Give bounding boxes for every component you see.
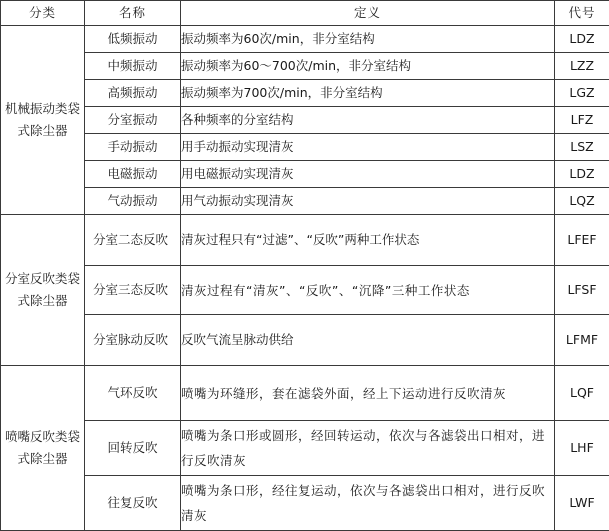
code-cell: LWF [555, 476, 609, 531]
name-cell: 气环反吹 [85, 366, 181, 421]
definition-cell: 喷嘴为环缝形，套在滤袋外面，经上下运动进行反吹清灰 [181, 366, 555, 421]
definition-cell: 喷嘴为条口形或圆形，经回转运动，依次与各滤袋出口相对，进行反吹清灰 [181, 421, 555, 476]
code-cell: LDZ [555, 161, 609, 188]
definition-cell: 反吹气流呈脉动供给 [181, 315, 555, 366]
table-row [1, 366, 609, 421]
code-cell: LFSF [555, 266, 609, 315]
code-cell: LGZ [555, 80, 609, 107]
definition-cell: 振动频率为700次/min，非分室结构 [181, 80, 555, 107]
name-cell: 电磁振动 [85, 161, 181, 188]
definition-cell: 喷嘴为条口形，经往复运动，依次与各滤袋出口相对，进行反吹清灰 [181, 476, 555, 531]
definition-cell: 用手动振动实现清灰 [181, 134, 555, 161]
table-row [1, 134, 609, 161]
name-cell: 气动振动 [85, 188, 181, 215]
code-cell: LFEF [555, 215, 609, 266]
table-row [1, 215, 609, 266]
code-cell: LZZ [555, 53, 609, 80]
name-cell: 手动振动 [85, 134, 181, 161]
name-cell: 分室振动 [85, 107, 181, 134]
definition-cell: 清灰过程只有“过滤”、“反吹”两种工作状态 [181, 215, 555, 266]
table-row [1, 421, 609, 476]
name-cell: 中频振动 [85, 53, 181, 80]
category-cell: 分室反吹类袋式除尘器 [1, 215, 85, 366]
code-cell: LHF [555, 421, 609, 476]
code-cell: LQF [555, 366, 609, 421]
name-cell: 分室三态反吹 [85, 266, 181, 315]
header-definition: 定义 [181, 1, 555, 26]
name-cell: 回转反吹 [85, 421, 181, 476]
category-cell: 机械振动类袋式除尘器 [1, 26, 85, 215]
table-row [1, 80, 609, 107]
name-cell: 高频振动 [85, 80, 181, 107]
definition-cell: 用电磁振动实现清灰 [181, 161, 555, 188]
definition-cell: 振动频率为60次/min，非分室结构 [181, 26, 555, 53]
name-cell: 往复反吹 [85, 476, 181, 531]
table-row [1, 107, 609, 134]
code-cell: LQZ [555, 188, 609, 215]
category-cell: 喷嘴反吹类袋式除尘器 [1, 366, 85, 531]
definition-cell: 振动频率为60～700次/min，非分室结构 [181, 53, 555, 80]
name-cell: 分室二态反吹 [85, 215, 181, 266]
table-row [1, 161, 609, 188]
code-cell: LSZ [555, 134, 609, 161]
code-cell: LFMF [555, 315, 609, 366]
table-row [1, 26, 609, 53]
table-row [1, 53, 609, 80]
table-row [1, 315, 609, 366]
header-row [1, 1, 609, 26]
code-cell: LDZ [555, 26, 609, 53]
header-code: 代号 [555, 1, 609, 26]
table-row [1, 188, 609, 215]
table-row [1, 266, 609, 315]
header-category: 分类 [1, 1, 85, 26]
table-row [1, 476, 609, 531]
code-cell: LFZ [555, 107, 609, 134]
header-name: 名称 [85, 1, 181, 26]
name-cell: 低频振动 [85, 26, 181, 53]
name-cell: 分室脉动反吹 [85, 315, 181, 366]
definition-cell: 各种频率的分室结构 [181, 107, 555, 134]
definition-cell: 清灰过程有“清灰”、“反吹”、“沉降”三种工作状态 [181, 266, 555, 315]
definition-cell: 用气动振动实现清灰 [181, 188, 555, 215]
